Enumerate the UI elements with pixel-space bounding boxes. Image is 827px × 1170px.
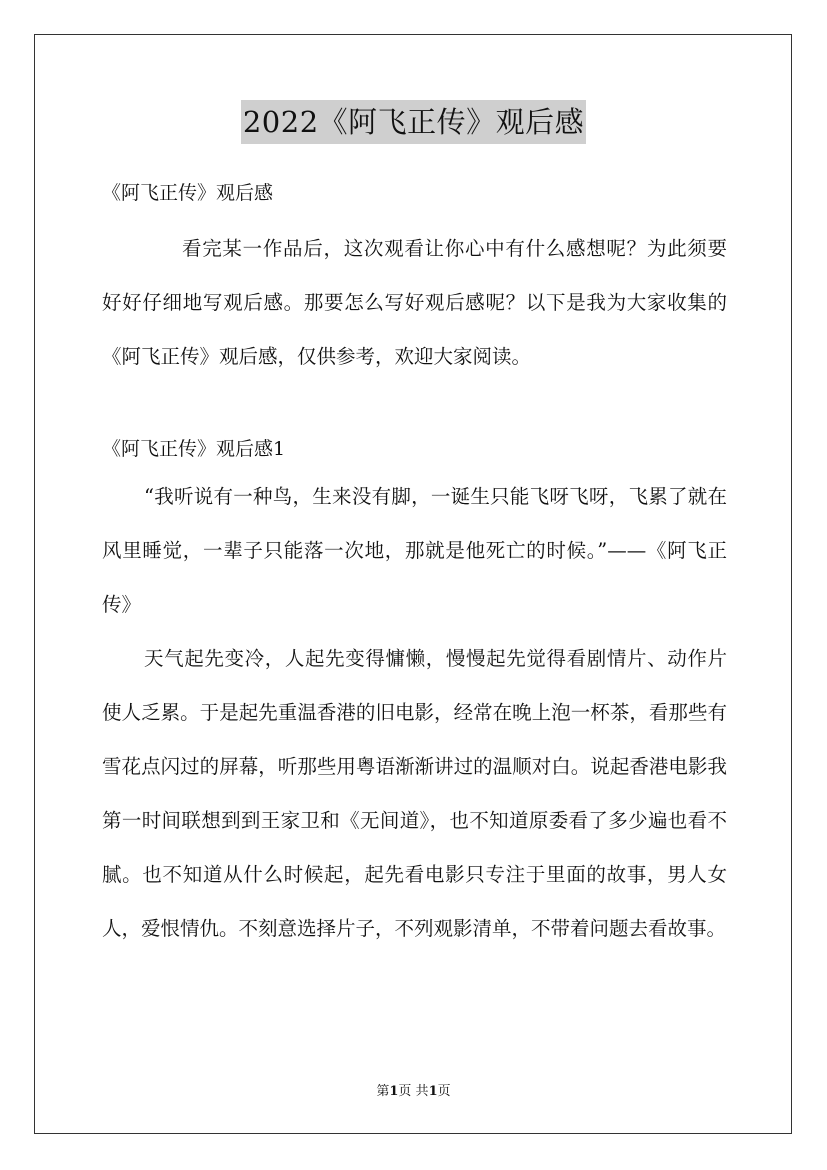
section-heading: 《阿飞正传》观后感1 — [102, 438, 286, 460]
body-paragraph: 天气起先变冷，人起先变得慵懒，慢慢起先觉得看剧情片、动作片使人乏累。于是起先重温香港的旧电影，经常在晚上泡一杯茶，看那些有雪花点闪过的屏幕，听那些用粤语渐渐讲过的温顺对白。说起香港电影我第一时间联想到到王家卫和《无间道》，也不知道原委看了多少遍也看不腻。也不知道从什么时候起，起先看电影只专注于里面的故事，男人女人，爱恨情仇。不刻意选择片子，不列观影清单，不带着问题去看故事。 — [102, 647, 727, 940]
title-container — [0, 100, 827, 144]
footer-page-prefix: 第 — [376, 1084, 390, 1099]
footer-page-total: 1 — [428, 1084, 438, 1099]
page-footer — [0, 1083, 827, 1101]
subtitle: 《阿飞正传》观后感 — [102, 182, 274, 204]
intro-paragraph: 看完某一作品后，这次观看让你心中有什么感想呢？为此须要好好仔细地写观后感。那要怎么写好观后感呢？以下是我为大家收集的《阿飞正传》观后感，仅供参考，欢迎大家阅读。 — [102, 237, 727, 368]
footer-page-current: 1 — [389, 1084, 399, 1099]
quote-paragraph: “我听说有一种鸟，生来没有脚，一诞生只能飞呀飞呀，飞累了就在风里睡觉，一辈子只能落一次地，那就是他死亡的时候。”——《阿飞正传》 — [102, 485, 727, 616]
document-title: 2022《阿飞正传》观后感 — [241, 100, 586, 144]
footer-page-mid: 页 共 — [398, 1084, 429, 1099]
document-body — [102, 172, 727, 956]
footer-page-suffix: 页 — [437, 1084, 451, 1099]
